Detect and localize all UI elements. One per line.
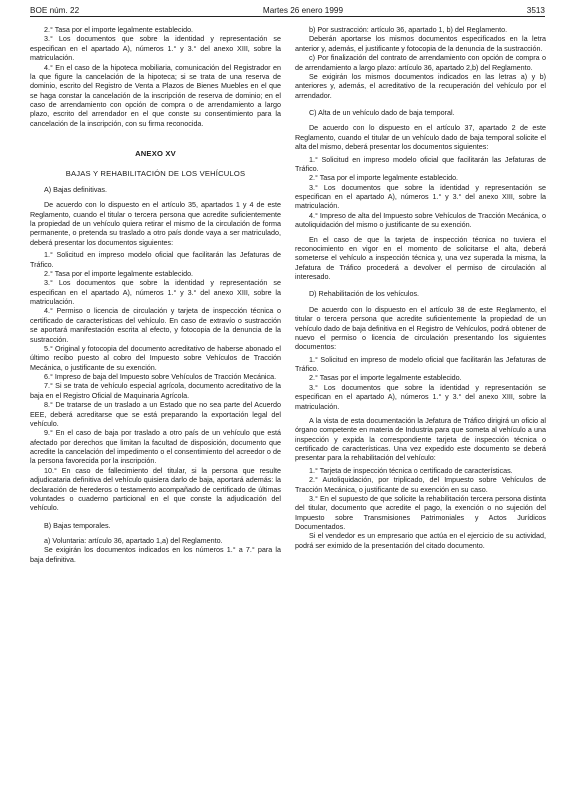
list-item: 2.° Tasas por el importe legalmente establecido. [309, 374, 462, 383]
list-item: 5.° Original y fotocopia del documento acreditativo de haberse abonado el último recibo puesto al cobro del Impuesto sobre Vehículos de Tracción Mecánica, o justificante de su exención. [30, 344, 281, 372]
section-heading: C) Alta de un vehículo dado de baja temporal. [309, 109, 455, 117]
paragraph: En el caso de que la tarjeta de inspección técnica no tuviera el reconocimiento en vigor en el momento de solicitarse el alta, deberá someterse el vehículo a inspección técnica y, una vez superada la misma, la Jefatura de Tráfico procederá a devolver el permiso de circulación al interesado. [295, 235, 546, 281]
page-number: 3513 [526, 5, 545, 15]
list-item: c) Por finalización del contrato de arrendamiento con opción de compra o de arrendamiento a largo plazo: artículo 36, apartado 2,b) del Reglamento. [295, 54, 546, 72]
list-item: 7.° Si se trata de vehículo especial agrícola, documento acreditativo de la baja en el Registro Oficial de Maquinaria Agrícola. [30, 382, 281, 400]
section-heading: D) Rehabilitación de los vehículos. [309, 290, 420, 299]
list-item: 1.° Solicitud en impreso de modelo oficial que facilitarán las Jefaturas de Tráfico. [295, 355, 546, 373]
list-item: 1.° Tarjeta de inspección técnica o certificado de características. [309, 466, 513, 475]
paragraph: 4.° En el caso de la hipoteca mobiliaria, comunicación del Registrador en la que figure la cancelación de la hipoteca; si se trata de una reserva de dominio, escrito del Registro de Venta a Plazos de Bienes Muebles en el que se haga constar la cancelación de la inscripción de reserva de dominio; en el caso de arrendamiento con opción de compra o de arrendamiento a largo plazo, escrito del arrendador en el que conste su consentimiento para la cancelación de la inscripción, con su firma reconocida. [30, 63, 281, 128]
list-item: 1.° Solicitud en impreso modelo oficial que facilitarán las Jefaturas de Tráfico. [295, 155, 546, 173]
list-item: 9.° En el caso de baja por traslado a otro país de un vehículo que está afectado por derechos que limitan la facultad de disposición, documento que acredite la cancelación del impedimento o el consentimiento del acreedor o de la persona favorecida por la inscripción. [30, 429, 281, 466]
list-item: b) Por sustracción: artículo 36, apartado 1, b) del Reglamento. [309, 26, 508, 34]
list-item: 3.° En el supuesto de que solicite la rehabilitación tercera persona distinta del titular, documento que acredite el pago, la exención o no sujeción del Impuesto sobre Transmisiones Patrimoniales y Actos Jurídicos Documentados. [295, 494, 546, 531]
list-item: 3.° Los documentos que sobre la identidad y representación se especifican en el apartado A), números 1.° y 3.° del anexo XIII, sobre la matriculación. [30, 279, 281, 306]
section-heading: A) Bajas definitivas. [44, 185, 107, 194]
paragraph: De acuerdo con lo dispuesto en el artículo 38 de este Reglamento, el titular o tercera persona que acredite suficientemente la propiedad de un vehículo dado de baja definitiva en el Registro de Vehículos, podrá obtener de nuevo el permiso o licencia de circulación presentando los siguientes documentos: [295, 305, 546, 352]
list-item: a) Voluntaria: artículo 36, apartado 1,a) del Reglamento. [44, 537, 223, 545]
gazette-issue: BOE núm. 22 [30, 5, 80, 15]
left-column [30, 26, 281, 565]
list-item: 2.° Autoliquidación, por triplicado, del Impuesto sobre Vehículos de Tracción Mecánica, o justificante de su exención en su caso. [295, 476, 546, 494]
paragraph: Si el vendedor es un empresario que actúa en el ejercicio de su actividad, podrá ser eximido de la presentación del citado documento. [295, 532, 546, 550]
right-column [295, 26, 546, 551]
list-item: 2.° Tasa por el importe legalmente establecido. [44, 269, 194, 278]
paragraph: Se exigirán los mismos documentos indicados en las letras a) y b) anteriores y, además, el acreditativo de la recuperación del vehículo por el arrendador. [295, 72, 546, 100]
list-item: 3.° Los documentos que sobre la identidad y representación se especifican en el apartado A), números 1.° y 3.° del anexo XIII, sobre la matriculación. [295, 183, 546, 211]
list-item: 8.° De tratarse de un traslado a un Estado que no sea parte del Acuerdo EEE, deberá acreditarse que se está preparando la exportación legal del vehículo. [30, 401, 281, 428]
annex-title: ANEXO XV [135, 149, 176, 159]
list-item: 10.° En caso de fallecimiento del titular, si la persona que resulte adjudicataria definitiva del vehículo quisiera darlo de baja, aportará además: la declaración de herederos o testamento acompañado de certificado de últimas voluntades o cuaderno particional en el que conste la adjudicación del vehículo. [30, 466, 281, 513]
paragraph: De acuerdo con lo dispuesto en el artículo 37, apartado 2 de este Reglamento, cuando el titular de un vehículo dado de baja temporal solicite el alta del mismo, deberá presentar los documentos siguientes: [295, 124, 546, 152]
header-rule [30, 16, 545, 17]
list-item: 3.° Los documentos que sobre la identidad y representación se especifican en el apartado A), números 1.° y 3.° del anexo XIII, sobre la matriculación. [295, 383, 546, 411]
list-item: 4.° Impreso de alta del Impuesto sobre Vehículos de Tracción Mecánica, o autoliquidación del mismo o justificante de su exención. [295, 211, 546, 230]
list-item: 2.° Tasa por el importe legalmente establecido. [309, 174, 459, 183]
list-item: 6.° Impreso de baja del Impuesto sobre Vehículos de Tracción Mecánica. [44, 373, 277, 381]
annex-subtitle: BAJAS Y REHABILITACIÓN DE LOS VEHÍCULOS [65, 168, 246, 178]
list-item: 1.° Solicitud en impreso modelo oficial que facilitarán las Jefaturas de Tráfico. [30, 251, 281, 269]
paragraph: Se exigirán los documentos indicados en los números 1.° a 7.° para la baja definitiva. [30, 546, 281, 564]
publication-date: Martes 26 enero 1999 [262, 5, 344, 15]
page-header [30, 4, 545, 16]
list-item: 4.° Permiso o licencia de circulación y tarjeta de inspección técnica o certificado de características del vehículo. En caso de extravío o sustracción se aportará manifestación escrita al efecto, y fotocopia de la denuncia de la sustracción. [30, 307, 281, 344]
section-heading: B) Bajas temporales. [44, 521, 111, 530]
paragraph: 3.° Los documentos que sobre la identidad y representación se especifican en el apartado A), números 1.° y 3.° del anexo XIII, sobre la matriculación. [30, 35, 281, 63]
paragraph: A la vista de esta documentación la Jefatura de Tráfico dirigirá un oficio al órgano competente en materia de Industria para que someta al vehículo a una inspección y expida la correspondiente tarjeta de inspección técnica o certificado de características. Una vez expedido este documento se deberá presentar para la rehabilitación del vehículo: [295, 416, 546, 463]
paragraph: 2.° Tasa por el importe legalmente establecido. [44, 26, 194, 34]
paragraph: De acuerdo con lo dispuesto en el artículo 35, apartados 1 y 4 de este Reglamento, cuando el titular o tercera persona que acredite suficientemente la propiedad de un vehículo quiera retirar el mismo de la circulación de forma permanente, o pretenda su traslado a otro país donde vaya a ser matriculado, deberá presentar los documentos siguientes: [30, 201, 281, 247]
paragraph: Deberán aportarse los mismos documentos especificados en la letra anterior y, además, el justificante y fotocopia de la denuncia de la sustracción. [295, 35, 546, 53]
